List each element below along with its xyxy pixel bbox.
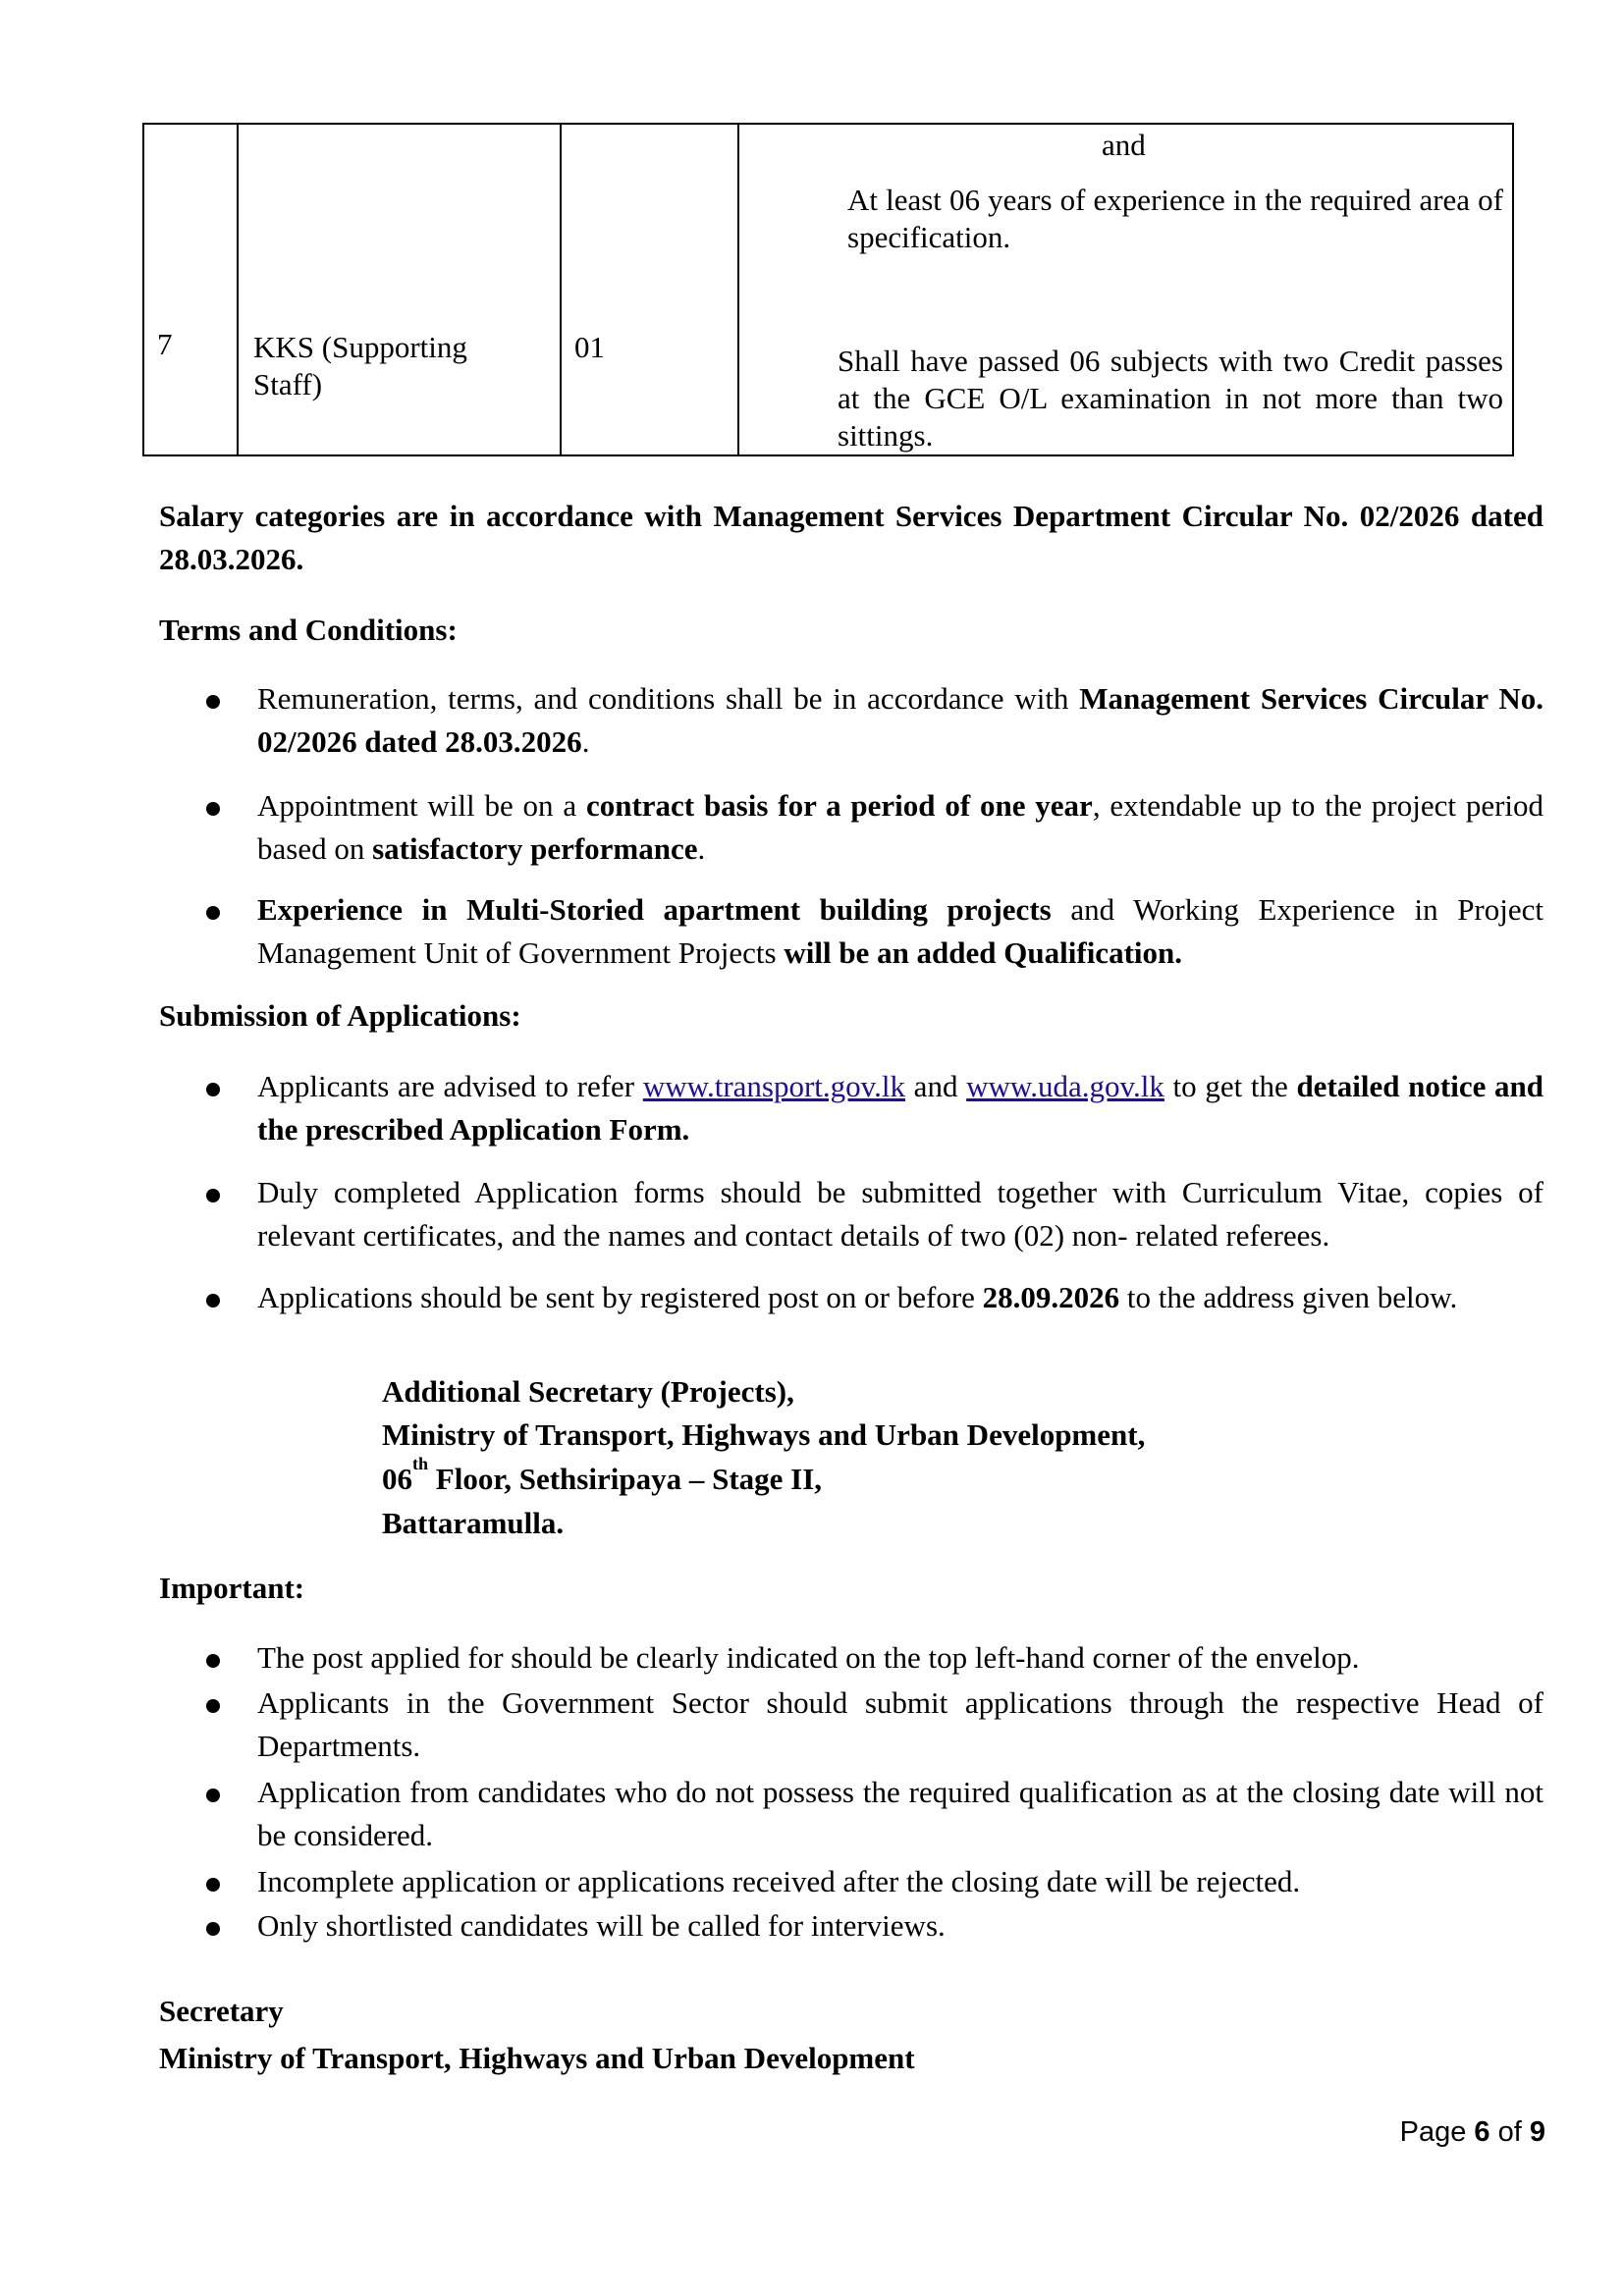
- table-divider: [737, 125, 739, 454]
- bullet-icon: [206, 1189, 220, 1202]
- bullet-icon: [206, 1789, 220, 1802]
- salary-note: Salary categories are in accordance with Management Services Department Circular No. 02/2026 dated 28.03.2026.: [159, 499, 1543, 576]
- important-item: The post applied for should be clearly indicated on the top left-hand corner of the envelop.: [257, 1640, 1360, 1675]
- terms-item-remuneration: Remuneration, terms, and conditions shall be in accordance with Management Services Circular No. 02/2026 dated 28.03.2026.: [257, 681, 1544, 759]
- submission-item-post: Applications should be sent by registered post on or before 28.09.2026 to the address given below.: [257, 1280, 1458, 1314]
- terms-item-experience: Experience in Multi-Storied apartment building projects and Working Experience in Project Management Unit of Government Projects will be an added Qualification.: [257, 892, 1544, 970]
- bullet-icon: [206, 1083, 220, 1096]
- transport-link[interactable]: www.transport.gov.lk: [642, 1069, 906, 1103]
- terms-heading: Terms and Conditions:: [159, 613, 458, 647]
- qualification-experience: At least 06 years of experience in the required area of specification.: [847, 183, 1503, 254]
- bullet-icon: [206, 1922, 220, 1936]
- terms-item-appointment: Appointment will be on a contract basis for a period of one year, extendable up to the project period based on satisfactory performance.: [257, 788, 1544, 866]
- post-count: 01: [574, 330, 605, 364]
- address-line-4: Battaramulla.: [382, 1506, 565, 1540]
- important-heading: Important:: [159, 1571, 305, 1605]
- address-line-2: Ministry of Transport, Highways and Urban Development,: [382, 1417, 1146, 1452]
- post-name: KKS (Supporting Staff): [253, 330, 467, 401]
- bullet-icon: [206, 1654, 220, 1668]
- table-divider: [560, 125, 562, 454]
- submission-item-documents: Duly completed Application forms should be submitted together with Curriculum Vitae, copies of relevant certificates, and the names and contact details of two (02) non- related referees.: [257, 1175, 1543, 1253]
- bullet-icon: [206, 1294, 220, 1308]
- bullet-icon: [206, 1878, 220, 1892]
- qualification-ol: Shall have passed 06 subjects with two Credit passes at the GCE O/L examination in not more than two sittings.: [838, 344, 1503, 453]
- qualification-and: and: [1102, 128, 1146, 162]
- important-item: Only shortlisted candidates will be called for interviews.: [257, 1908, 946, 1943]
- signature-ministry: Ministry of Transport, Highways and Urban Development: [159, 2041, 915, 2075]
- address-line-1: Additional Secretary (Projects),: [382, 1374, 794, 1409]
- bullet-icon: [206, 1699, 220, 1713]
- bullet-icon: [206, 695, 220, 709]
- bullet-icon: [206, 906, 220, 920]
- row-number: 7: [157, 327, 173, 361]
- address-line-3: 06th Floor, Sethsiripaya – Stage II,: [382, 1454, 823, 1496]
- table-divider: [237, 125, 239, 454]
- page-number: Page 6 of 9: [1399, 2116, 1545, 2148]
- important-item: Incomplete application or applications received after the closing date will be rejected.: [257, 1864, 1301, 1898]
- bullet-icon: [206, 802, 220, 816]
- signature-title: Secretary: [159, 1994, 284, 2028]
- uda-link[interactable]: www.uda.gov.lk: [966, 1069, 1164, 1103]
- important-item: Application from candidates who do not possess the required qualification as at the closing date will not be considered.: [257, 1775, 1543, 1852]
- important-item: Applicants in the Government Sector should submit applications through the respective Head of Departments.: [257, 1685, 1543, 1763]
- vacancy-table: [142, 123, 1514, 456]
- submission-heading: Submission of Applications:: [159, 998, 521, 1033]
- submission-item-refer: Applicants are advised to refer www.transport.gov.lk and www.uda.gov.lk to get the detailed notice and the prescribed Application Form.: [257, 1069, 1544, 1147]
